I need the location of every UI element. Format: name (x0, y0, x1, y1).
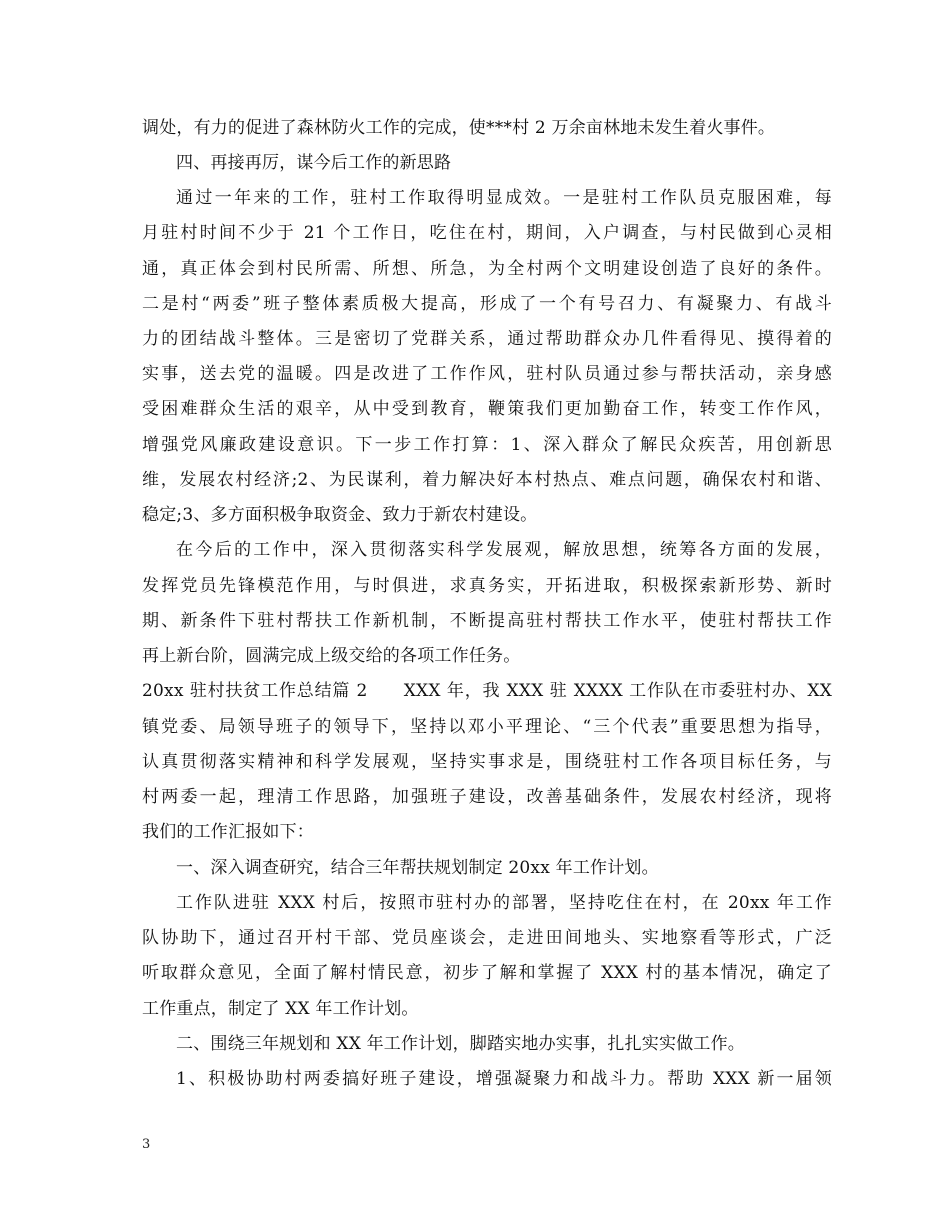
text-line: 发挥党员先锋模范作用，与时俱进，求真务实，开拓进取，积极探索新形势、新时 (142, 576, 832, 596)
text-line: 工作重点，制定了 XX 年工作计划。 (142, 999, 419, 1019)
text-line: 1、积极协助村两委搞好班子建设，增强凝聚力和战斗力。帮助 XXX 新一届领 (176, 1069, 832, 1089)
text-line: 我们的工作汇报如下： (142, 822, 314, 842)
section-heading: 四、再接再厉，谋今后工作的新思路 (176, 153, 452, 173)
text-line: 在今后的工作中，深入贯彻落实科学发展观，解放思想，统筹各方面的发展， (176, 540, 832, 560)
text-line: 受困难群众生活的艰辛，从中受到教育，鞭策我们更加勤奋工作，转变工作作风， (142, 399, 832, 419)
text-line: 村两委一起，理清工作思路，加强班子建设，改善基础条件，发展农村经济，现将 (142, 787, 832, 807)
text-line: 通，真正体会到村民所需、所想、所急，为全村两个文明建设创造了良好的条件。 (142, 259, 832, 279)
text-line: 月驻村时间不少于 21 个工作日，吃住在村，期间，入户调查，与村民做到心灵相 (142, 223, 832, 243)
text-line: 通过一年来的工作，驻村工作取得明显成效。一是驻村工作队员克服困难，每 (176, 188, 832, 208)
text-line: 队协助下，通过召开村干部、党员座谈会，走进田间地头、实地察看等形式，广泛 (142, 928, 832, 948)
text-line: 工作队进驻 XXX 村后，按照市驻村办的部署，坚持吃住在村，在 20xx 年工作 (176, 893, 832, 913)
text-line: 20xx 驻村扶贫工作总结篇 2 XXX 年，我 XXX 驻 XXXX 工作队在市委驻村办、XX (142, 681, 832, 701)
text-line: 调处，有力的促进了森林防火工作的完成，使***村 2 万余亩林地未发生着火事件。 (142, 118, 776, 138)
text-line: 实事，送去党的温暖。四是改进了工作作风，驻村队员通过参与帮扶活动，亲身感 (142, 364, 832, 384)
text-line: 听取群众意见，全面了解村情民意，初步了解和掌握了 XXX 村的基本情况，确定了 (142, 963, 832, 983)
text-line: 期、新条件下驻村帮扶工作新机制，不断提高驻村帮扶工作水平，使驻村帮扶工作 (142, 611, 832, 631)
text-line: 增强党风廉政建设意识。下一步工作打算：1、深入群众了解民众疾苦，用创新思 (142, 435, 832, 455)
text-line: 力的团结战斗整体。三是密切了党群关系，通过帮助群众办几件看得见、摸得着的 (142, 329, 832, 349)
section-heading: 一、深入调查研究，结合三年帮扶规划制定 20xx 年工作计划。 (176, 858, 659, 878)
text-line: 稳定;3、多方面积极争取资金、致力于新农村建设。 (142, 505, 538, 525)
text-line: 认真贯彻落实精神和科学发展观，坚持实事求是，围绕驻村工作各项目标任务，与 (142, 752, 832, 772)
text-line: 维，发展农村经济;2、为民谋利，着力解决好本村热点、难点问题，确保农村和谐、 (142, 470, 832, 490)
section-heading: 二、围绕三年规划和 XX 年工作计划，脚踏实地办实事，扎扎实实做工作。 (176, 1034, 746, 1054)
page-number: 3 (142, 1137, 151, 1152)
text-line: 镇党委、局领导班子的领导下，坚持以邓小平理论、“三个代表”重要思想为指导， (142, 717, 832, 737)
text-line: 再上新台阶，圆满完成上级交给的各项工作任务。 (142, 646, 521, 666)
text-line: 二是村“两委”班子整体素质极大提高，形成了一个有号召力、有凝聚力、有战斗 (142, 294, 832, 314)
